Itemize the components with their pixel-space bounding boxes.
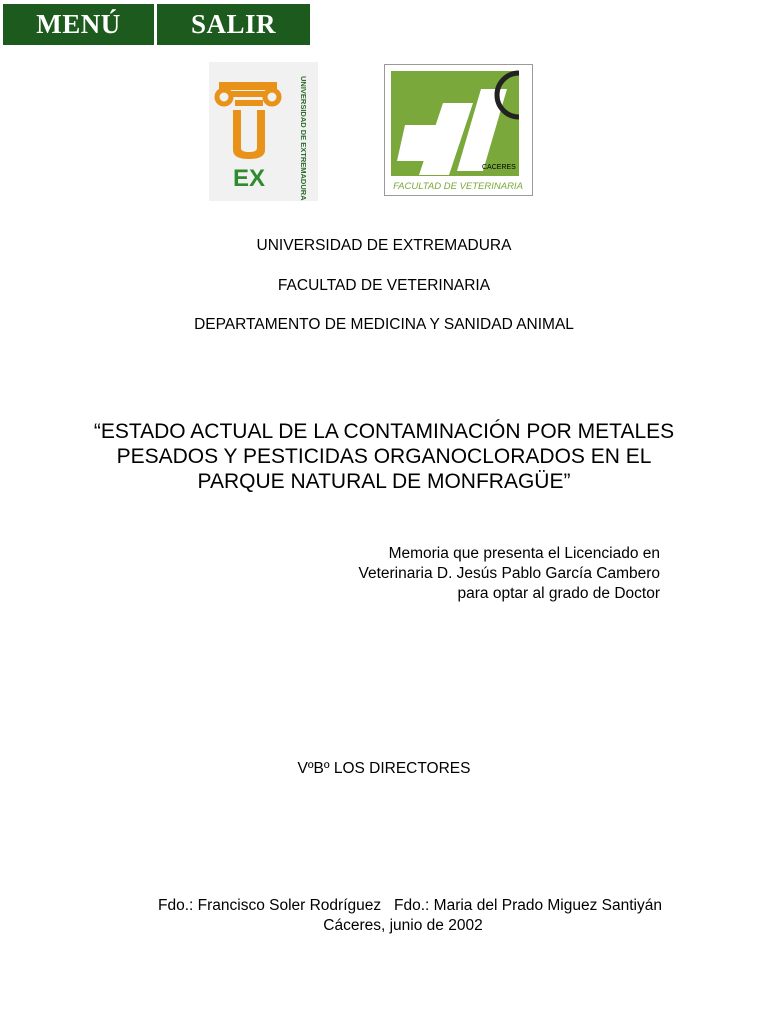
memoria-line: Memoria que presenta el Licenciado en [388, 545, 660, 562]
svg-text:EX: EX [232, 165, 266, 192]
svg-text:FACULTAD DE VETERINARIA: FACULTAD DE VETERINARIA [393, 181, 523, 192]
thesis-title [0, 419, 768, 494]
memoria-line: Veterinaria D. Jesús Pablo García Cambero [358, 565, 660, 582]
uex-logo [209, 62, 318, 201]
signature-block [158, 896, 662, 936]
signature-line: Fdo.: Francisco Soler Rodríguez Fdo.: Maria del Prado Miguez Santiyán [158, 897, 662, 914]
approval-line: VºBº LOS DIRECTORES [297, 760, 471, 777]
thesis-title-line: “ESTADO ACTUAL DE LA CONTAMINACIÓN POR METALES [93, 420, 675, 443]
university-name: UNIVERSIDAD DE EXTREMADURA [256, 237, 512, 254]
menu-button[interactable]: MENÚ [3, 4, 154, 45]
place-date: Cáceres, junio de 2002 [323, 917, 483, 934]
department-name: DEPARTAMENTO DE MEDICINA Y SANIDAD ANIMAL [194, 316, 574, 333]
fv-emblem-icon [385, 65, 532, 195]
thesis-title-line: PARQUE NATURAL DE MONFRAGÜE” [197, 470, 571, 493]
exit-button[interactable]: SALIR [157, 4, 310, 45]
memoria-statement [358, 544, 660, 604]
faculty-name: FACULTAD DE VETERINARIA [277, 277, 491, 294]
memoria-line: para optar al grado de Doctor [457, 585, 660, 602]
svg-text:UNIVERSIDAD DE EXTREMADURA: UNIVERSIDAD DE EXTREMADURA [299, 76, 308, 201]
uex-emblem-icon [209, 62, 318, 201]
thesis-title-line: PESADOS Y PESTICIDAS ORGANOCLORADOS EN EL [116, 445, 652, 468]
svg-text:CACERES: CACERES [482, 164, 516, 171]
veterinaria-logo [384, 64, 533, 196]
